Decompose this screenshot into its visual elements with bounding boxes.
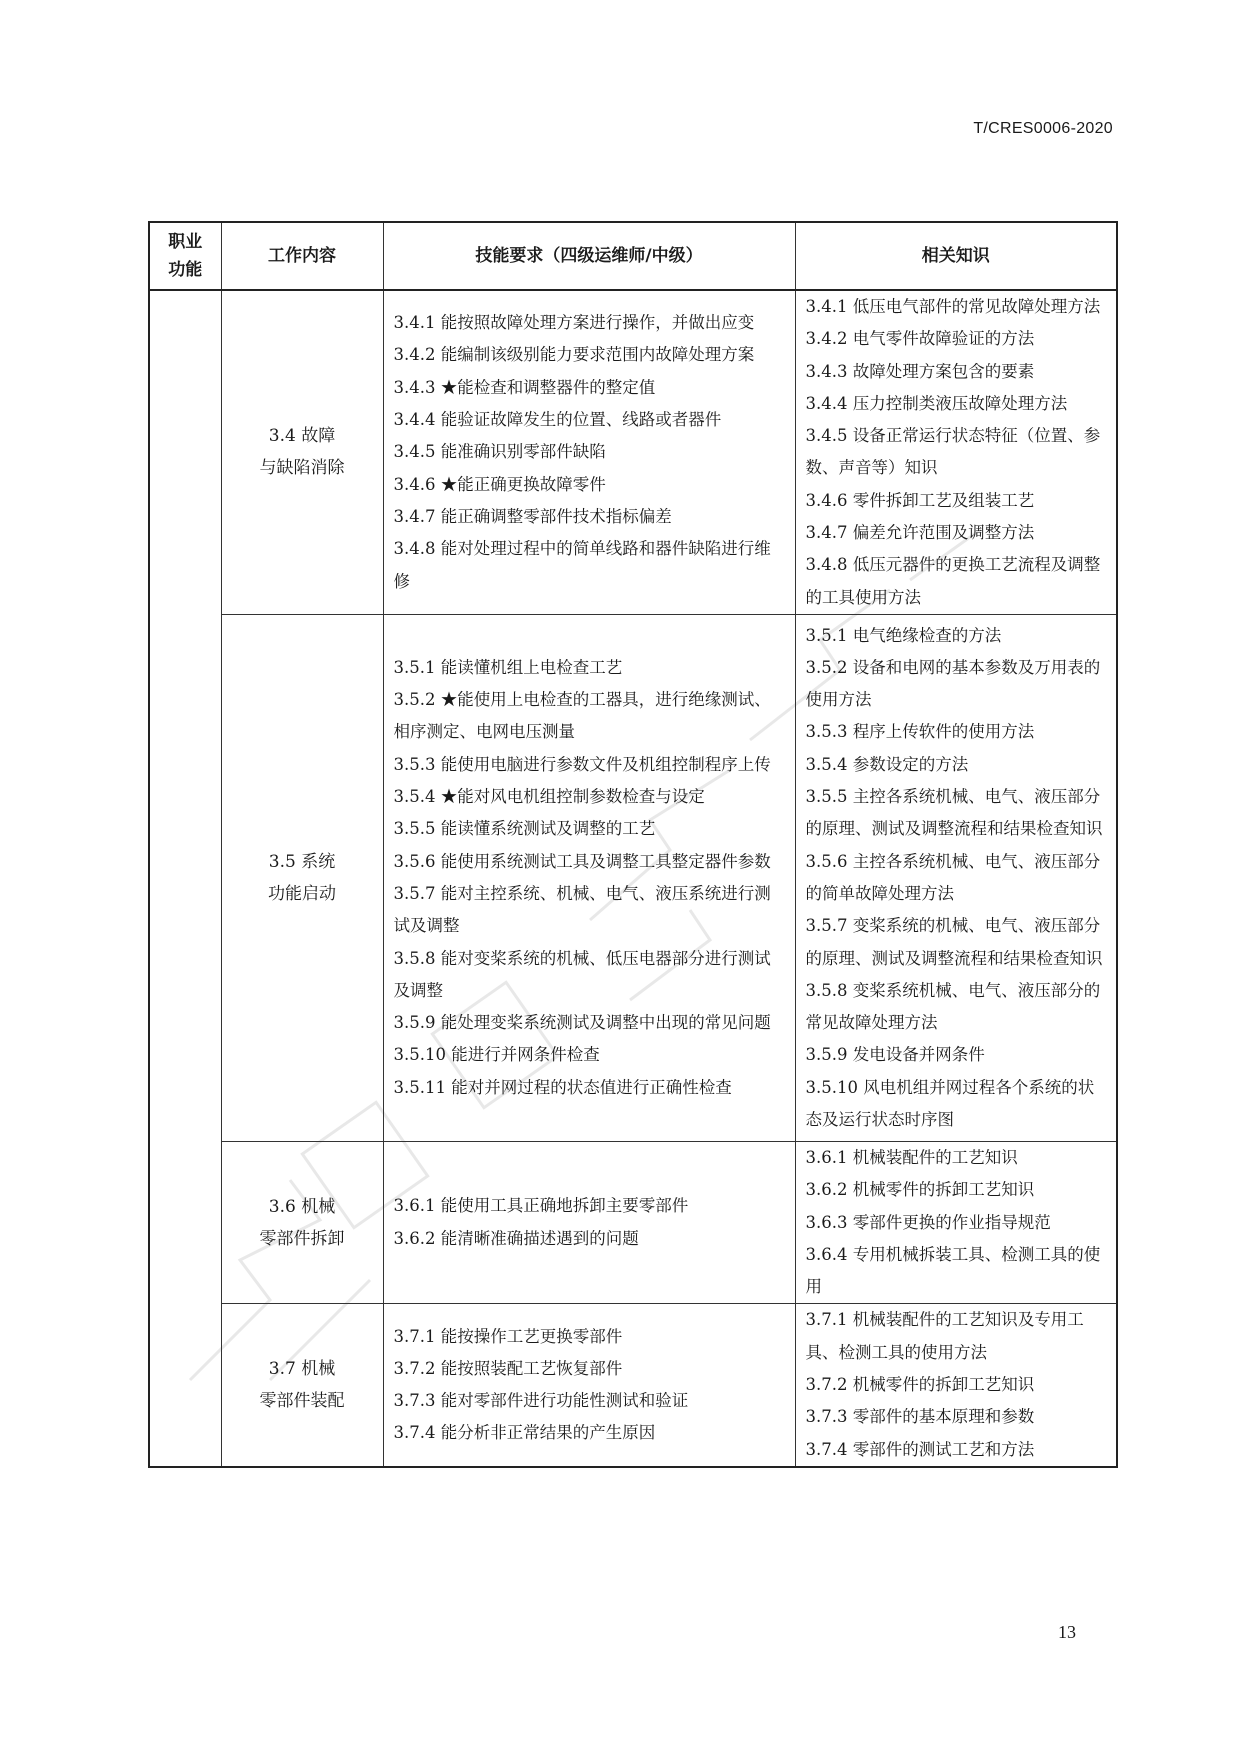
knowledge-item: 3.5.10 风电机组并网过程各个系统的状态及运行状态时序图 <box>805 1077 1095 1130</box>
skill-item: 3.5.10 能进行并网条件检查 <box>393 1045 600 1065</box>
knowledge-item: 3.7.3 零部件的基本原理和参数 <box>805 1407 1035 1427</box>
knowledge-item: 3.5.9 发电设备并网条件 <box>805 1045 985 1065</box>
knowledge-item: 3.5.6 主控各系统机械、电气、液压部分的简单故障处理方法 <box>805 851 1101 903</box>
skill-item: 3.4.2 能编制该级别能力要求范围内故障处理方案 <box>393 345 755 365</box>
knowledge-item: 3.4.1 低压电气部件的常见故障处理方法 <box>805 297 1101 316</box>
knowledge-item: 3.6.1 机械装配件的工艺知识 <box>805 1147 1018 1167</box>
related-knowledge-cell <box>795 1304 1117 1467</box>
skill-item: 3.5.1 能读懂机组上电检查工艺 <box>393 657 623 677</box>
table-header-row <box>149 222 1117 290</box>
work-content-cell <box>221 290 383 614</box>
skill-item: 3.7.1 能按操作工艺更换零部件 <box>393 1326 623 1346</box>
table-row <box>149 614 1117 1141</box>
table-row <box>149 290 1117 614</box>
knowledge-item: 3.7.1 机械装配件的工艺知识及专用工具、检测工具的使用方法 <box>805 1310 1084 1362</box>
skill-item: 3.5.2 ★能使用上电检查的工器具，进行绝缘测试、相序测定、电网电压测量 <box>393 690 771 742</box>
skill-item: 3.5.11 能对并网过程的状态值进行正确性检查 <box>393 1077 732 1097</box>
skill-requirements-cell <box>383 614 795 1141</box>
skill-item: 3.7.2 能按照装配工艺恢复部件 <box>393 1358 623 1378</box>
header-function-line2: 功能 <box>168 260 203 280</box>
knowledge-item: 3.5.5 主控各系统机械、电气、液压部分的原理、测试及调整流程和结果检查知识 <box>805 787 1103 839</box>
knowledge-item: 3.6.3 零部件更换的作业指导规范 <box>805 1212 1051 1232</box>
knowledge-item: 3.4.8 低压元器件的更换工艺流程及调整的工具使用方法 <box>805 555 1101 607</box>
header-occupational-function <box>149 222 221 290</box>
header-related-knowledge: 相关知识 <box>795 222 1117 290</box>
skill-item: 3.5.8 能对变桨系统的机械、低压电器部分进行测试及调整 <box>393 948 771 1000</box>
knowledge-item: 3.6.2 机械零件的拆卸工艺知识 <box>805 1180 1035 1200</box>
skill-item: 3.4.4 能验证故障发生的位置、线路或者器件 <box>393 410 722 430</box>
skill-item: 3.5.7 能对主控系统、机械、电气、液压系统进行测试及调整 <box>393 883 771 936</box>
skill-item: 3.6.2 能清晰准确描述遇到的问题 <box>393 1228 639 1248</box>
skill-item: 3.5.6 能使用系统测试工具及调整工具整定器件参数 <box>393 851 771 871</box>
skill-item: 3.7.4 能分析非正常结果的产生原因 <box>393 1423 656 1443</box>
skill-item: 3.5.4 ★能对风电机组控制参数检查与设定 <box>393 787 705 807</box>
skills-table <box>148 221 1118 1468</box>
knowledge-item: 3.4.3 故障处理方案包含的要素 <box>805 361 1035 381</box>
knowledge-item: 3.5.1 电气绝缘检查的方法 <box>805 625 1002 645</box>
work-content-label: 3.4 故障 <box>268 426 336 447</box>
work-content-label: 功能启动 <box>268 883 336 904</box>
table-row <box>149 1304 1117 1467</box>
knowledge-item: 3.4.5 设备正常运行状态特征（位置、参数、声音等）知识 <box>805 426 1101 478</box>
knowledge-item: 3.5.3 程序上传软件的使用方法 <box>805 722 1035 742</box>
skill-item: 3.5.9 能处理变桨系统测试及调整中出现的常见问题 <box>393 1013 771 1033</box>
knowledge-item: 3.4.4 压力控制类液压故障处理方法 <box>805 393 1068 413</box>
knowledge-item: 3.5.4 参数设定的方法 <box>805 754 969 774</box>
skill-requirements-cell <box>383 1304 795 1467</box>
skill-item: 3.4.1 能按照故障处理方案进行操作，并做出应变 <box>393 313 755 333</box>
skill-item: 3.7.3 能对零部件进行功能性测试和验证 <box>393 1391 689 1411</box>
work-content-label: 零部件装配 <box>259 1391 345 1412</box>
knowledge-item: 3.4.6 零件拆卸工艺及组装工艺 <box>805 490 1035 510</box>
page-number: 13 <box>1058 1622 1076 1642</box>
work-content-cell <box>221 1304 383 1467</box>
skill-item: 3.4.6 ★能正确更换故障零件 <box>393 474 606 494</box>
knowledge-item: 3.7.4 零部件的测试工艺和方法 <box>805 1439 1035 1459</box>
skill-item: 3.4.5 能准确识别零部件缺陷 <box>393 442 606 462</box>
knowledge-item: 3.5.7 变桨系统的机械、电气、液压部分的原理、测试及调整流程和结果检查知识 <box>805 916 1103 968</box>
skill-item: 3.5.3 能使用电脑进行参数文件及机组控制程序上传 <box>393 754 771 774</box>
occupational-function-cell <box>149 290 221 1467</box>
header-function-line1: 职业 <box>168 232 203 252</box>
work-content-label: 零部件拆卸 <box>259 1228 345 1249</box>
skill-item: 3.6.1 能使用工具正确地拆卸主要零部件 <box>393 1196 689 1216</box>
table-row <box>149 1141 1117 1303</box>
knowledge-item: 3.6.4 专用机械拆装工具、检测工具的使用 <box>805 1244 1101 1297</box>
knowledge-item: 3.5.2 设备和电网的基本参数及万用表的使用方法 <box>805 657 1101 710</box>
knowledge-item: 3.7.2 机械零件的拆卸工艺知识 <box>805 1375 1035 1395</box>
skill-requirements-cell <box>383 1141 795 1303</box>
skill-item: 3.4.3 ★能检查和调整器件的整定值 <box>393 377 656 397</box>
header-work-content: 工作内容 <box>221 222 383 290</box>
document-code: T/CRES0006-2020 <box>973 120 1113 137</box>
skill-item: 3.5.5 能读懂系统测试及调整的工艺 <box>393 819 656 839</box>
knowledge-item: 3.4.2 电气零件故障验证的方法 <box>805 329 1035 349</box>
knowledge-item: 3.4.7 偏差允许范围及调整方法 <box>805 523 1035 543</box>
related-knowledge-cell <box>795 614 1117 1141</box>
work-content-label: 与缺陷消除 <box>259 458 345 479</box>
skill-item: 3.4.7 能正确调整零部件技术指标偏差 <box>393 506 672 526</box>
related-knowledge-cell <box>795 1141 1117 1303</box>
header-skill-requirements: 技能要求（四级运维师/中级） <box>383 222 795 290</box>
knowledge-item: 3.5.8 变桨系统机械、电气、液压部分的常见故障处理方法 <box>805 980 1101 1033</box>
work-content-label: 3.5 系统 <box>268 851 336 872</box>
work-content-cell <box>221 1141 383 1303</box>
work-content-label: 3.6 机械 <box>268 1196 336 1217</box>
skill-item: 3.4.8 能对处理过程中的简单线路和器件缺陷进行维修 <box>393 539 771 591</box>
work-content-cell <box>221 614 383 1141</box>
work-content-label: 3.7 机械 <box>268 1359 336 1380</box>
skill-requirements-cell <box>383 290 795 614</box>
related-knowledge-cell <box>795 290 1117 614</box>
